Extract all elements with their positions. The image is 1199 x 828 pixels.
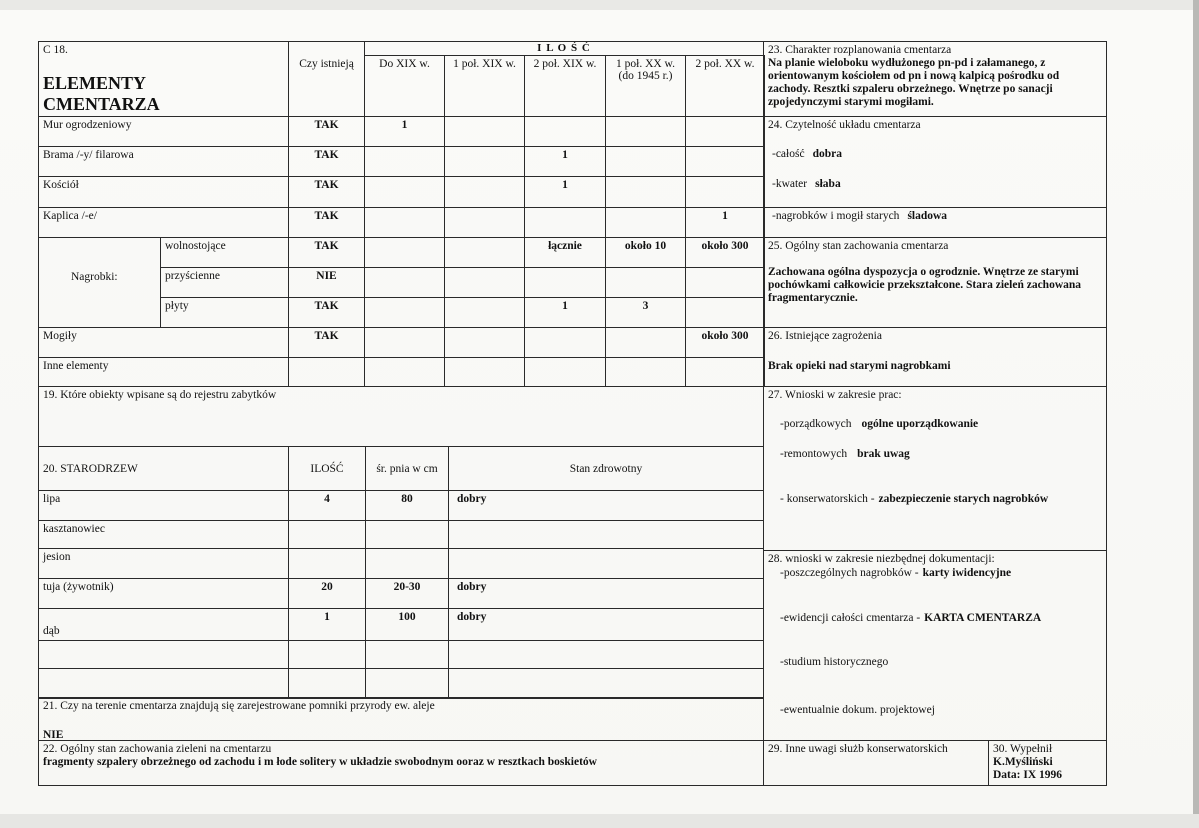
s27-item-1 [780,448,910,461]
element-2-value-1 [364,176,445,208]
nagrobki-label: Nagrobki: [38,237,161,328]
s29-label: 29. Inne uwagi służb konserwatorskich [768,743,948,755]
s20-state-1 [448,520,764,549]
nagrobki-1-value-1 [364,267,445,298]
element-exists-0: TAK [288,116,365,147]
s27-item-0 [780,418,978,431]
paper-edge-top [0,0,1199,10]
inne-value-3 [524,357,606,387]
s20-diam-6 [365,668,449,699]
s20-name-0: lipa [38,490,289,521]
mogily-value-3 [524,327,606,358]
nagrobki-exists-1: NIE [288,267,365,298]
section-27 [763,386,1107,551]
section-24 [763,116,1107,208]
section-26 [763,327,1107,387]
nagrobki-1-value-2 [444,267,525,298]
element-2-value-5 [685,176,765,208]
title-line1: ELEMENTY [43,73,147,93]
s28-item-value: KARTA CMENTARZA [924,612,1042,624]
s20-state-6 [448,668,764,699]
s30-label: 30. Wypełnił [993,743,1053,755]
element-1-value-1 [364,146,445,177]
s20-col-qty: ILOŚĆ [288,446,366,491]
element-1-value-5 [685,146,765,177]
s28-item-key: -ewentualnie dokum. projektowej [780,704,935,716]
nagrobki-1-value-3 [524,267,606,298]
element-label-0: Mur ogrodzeniowy [38,116,289,147]
s20-qty-6 [288,668,366,699]
element-label-1: Brama /-y/ filarowa [38,146,289,177]
element-2-value-4 [605,176,686,208]
s20-state-3: dobry [448,578,764,609]
element-1-value-2 [444,146,525,177]
s28-item-key: -studium historycznego [780,656,889,668]
s21-value: NIE [43,729,64,741]
s24-item-value: śladowa [907,210,948,222]
s21-label: 21. Czy na terenie cmentarza znajdują się zarejestrowane pomniki przyrody ew. aleje [43,700,435,712]
nagrobki-sub-0: wolnostojące [160,237,289,268]
header-col-3: 2 poł. XIX w. [524,55,606,117]
header-title-cell [38,41,289,117]
header-col-5: 2 poł. XX w. [685,55,765,117]
header-col-4: 1 poł. XX w. (do 1945 r.) [605,55,686,117]
section-22 [38,740,764,786]
s28-item-2 [780,656,888,669]
s24-item-2 [772,210,947,223]
element-label-2: Kościół [38,176,289,208]
section-30 [988,740,1107,786]
s20-state-0: dobry [448,490,764,521]
nagrobki-sub-1: przyścienne [160,267,289,298]
s27-item-2 [780,493,1048,506]
s27-item-value: zabezpieczenie starych nagrobków [878,493,1049,505]
header-col-2: 1 poł. XIX w. [444,55,525,117]
s28-item-key: -ewidencji całości cmentarza - [780,612,921,624]
element-1-value-3: 1 [524,146,606,177]
s24-item-value: słaba [815,178,841,190]
inne-exists [288,357,365,387]
s28-item-1 [780,612,1041,625]
s23-value: Na planie wieloboku wydłużonego pn-pd i załamanego, z orientowanym kościołem od pn i nową kalpicą pośrodku od zachody. Resztki szpaleru obrzeżnego. Wnętrze po sanacji zpojedynczymi starymi mogiłami. [768,57,1060,108]
element-3-value-4 [605,207,686,238]
s20-name-4: dąb [38,608,289,641]
s30-name: K.Myśliński [993,756,1053,768]
s20-qty-5 [288,640,366,669]
s27-item-value: ogólne uporządkowanie [861,418,979,430]
s23-label: 23. Charakter rozplanowania cmentarza [768,44,952,56]
s24-item-0 [772,148,842,161]
inne-value-1 [364,357,445,387]
s27-item-key: - konserwatorskich - [780,493,875,505]
s27-item-key: -porządkowych [780,418,852,430]
nagrobki-0-value-4: około 10 [605,237,686,268]
s19-label: 19. Które obiekty wpisane są do rejestru zabytków [43,389,277,401]
s25-label: 25. Ogólny stan zachowania cmentarza [768,240,949,252]
element-label-3: Kaplica /-e/ [38,207,289,238]
mogily-value-1 [364,327,445,358]
s20-diam-5 [365,640,449,669]
nagrobki-2-value-3: 1 [524,297,606,328]
s28-item-value: karty iwidencyjne [922,567,1012,579]
s20-name-1: kasztanowiec [38,520,289,549]
inne-value-4 [605,357,686,387]
s20-diam-0: 80 [365,490,449,521]
s20-name-5 [38,640,289,669]
element-exists-2: TAK [288,176,365,208]
nagrobki-0-value-3: łącznie [524,237,606,268]
paper-edge-bottom [0,814,1199,828]
nagrobki-2-value-1 [364,297,445,328]
inne-value-2 [444,357,525,387]
mogily-value-4 [605,327,686,358]
s20-qty-1 [288,520,366,549]
section-25 [763,237,1107,328]
nagrobki-2-value-4: 3 [605,297,686,328]
element-2-value-2 [444,176,525,208]
s20-diam-3: 20-30 [365,578,449,609]
s27-label: 27. Wnioski w zakresie prac: [768,389,902,401]
inne-label: Inne elementy [38,357,289,387]
s20-col-diam: śr. pnia w cm [365,446,449,491]
s20-name-6 [38,668,289,699]
element-0-value-1: 1 [364,116,445,147]
header-exists-label: Czy istnieją [299,58,354,70]
s22-value: fragmenty szpalery obrzeżnego od zachodu i m łode solitery w układzie swobodnym ooraz w resztkach boskietów [43,756,597,768]
s24-item-key: -całość [772,148,805,160]
s20-qty-0: 4 [288,490,366,521]
nagrobki-0-value-5: około 300 [685,237,765,268]
element-0-value-5 [685,116,765,147]
header-exists [288,41,365,117]
header-col-1: Do XIX w. [364,55,445,117]
s24-item-key: -nagrobków i mogił starych [772,210,900,222]
s20-diam-2 [365,548,449,579]
s20-state-4: dobry [448,608,764,641]
s24-item-value: dobra [812,148,842,160]
header-ilosc: I L O Ś Ć [364,41,764,56]
s28-item-key: -poszczególnych nagrobków - [780,567,919,579]
s20-state-2 [448,548,764,579]
element-0-value-3 [524,116,606,147]
element-1-value-4 [605,146,686,177]
nagrobki-0-value-1 [364,237,445,268]
nagrobki-2-value-5 [685,297,765,328]
mogily-value-5: około 300 [685,327,765,358]
s20-name-3: tuja (żywotnik) [38,578,289,609]
s24-label: 24. Czytelność układu cmentarza [768,119,921,131]
s20-state-5 [448,640,764,669]
nagrobki-1-value-4 [605,267,686,298]
s20-col-state: Stan zdrowotny [448,446,764,491]
s20-qty-3: 20 [288,578,366,609]
element-3-value-5: 1 [685,207,765,238]
section-29 [763,740,989,786]
paper-edge-right [1193,0,1199,828]
nagrobki-sub-2: płyty [160,297,289,328]
nagrobki-exists-0: TAK [288,237,365,268]
mogily-label: Mogiły [38,327,289,358]
s20-diam-1 [365,520,449,549]
element-3-value-1 [364,207,445,238]
s25-value: Zachowana ogólna dyspozycja o ogrodznie. Wnętrze ze starymi pochówkami całkowicie przekształcone. Stara zieleń zachowana fragmentarycznie. [768,266,1082,304]
s27-item-value: brak uwag [857,448,910,460]
inne-value-5 [685,357,765,387]
element-exists-1: TAK [288,146,365,177]
nagrobki-exists-2: TAK [288,297,365,328]
title-line2: CMENTARZA [43,94,160,114]
section-21 [38,697,764,741]
mogily-value-2 [444,327,525,358]
section-23 [763,41,1107,117]
s28-item-0 [780,567,1011,580]
s24-item-1 [772,178,841,191]
nagrobki-1-value-5 [685,267,765,298]
element-3-value-2 [444,207,525,238]
s20-diam-4: 100 [365,608,449,641]
nagrobki-2-value-2 [444,297,525,328]
element-exists-3: TAK [288,207,365,238]
s26-value: Brak opieki nad starymi nagrobkami [768,360,951,372]
s20-qty-2 [288,548,366,579]
s27-item-key: -remontowych [780,448,848,460]
mogily-exists: TAK [288,327,365,358]
s24-item-key: -kwater [772,178,808,190]
s20-label: 20. STARODRZEW [38,446,289,491]
s20-name-2: jesion [38,548,289,579]
section-19 [38,386,764,447]
card-code: C 18. [43,44,68,56]
s28-item-3 [780,704,935,717]
s20-qty-4: 1 [288,608,366,641]
s22-label: 22. Ogólny stan zachowania zieleni na cmentarzu [43,743,272,755]
element-3-value-3 [524,207,606,238]
element-0-value-2 [444,116,525,147]
s26-label: 26. Istniejące zagrożenia [768,330,882,342]
s30-date: Data: IX 1996 [993,769,1062,781]
nagrobki-0-value-2 [444,237,525,268]
s28-label: 28. wnioski w zakresie niezbędnej dokumentacji: [768,553,995,565]
element-2-value-3: 1 [524,176,606,208]
element-0-value-4 [605,116,686,147]
